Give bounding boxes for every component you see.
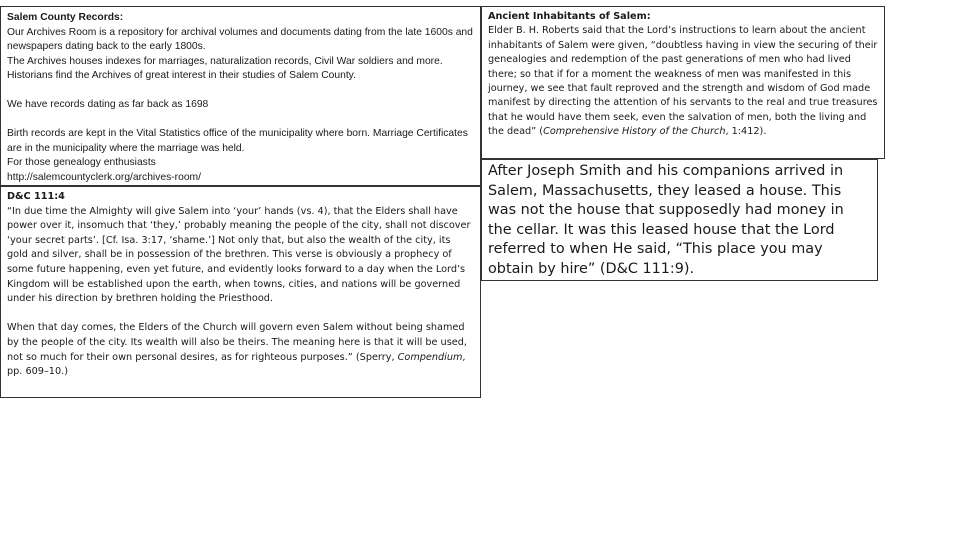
ancient-citation-pages: , 1:412). (725, 126, 767, 138)
records-paragraph-birth-marriage: Birth records are kept in the Vital Statistics office of the municipality where born. Marriage Certificates are in the municipality where the marriage was held. (7, 128, 468, 154)
records-paragraph-archives-room: Our Archives Room is a repository for archival volumes and documents dating from the late 1600s and newspapers dating back to the early 1800s. (7, 26, 473, 52)
ancient-quote-text: Elder B. H. Roberts said that the Lord’s instructions to learn about the ancient inhabitants of Salem were given, “doubtless having in view the securing of their genealogies and redemption of the past generations of men who had lived there; so that if for a moment the weakness of men was manifested in this journey, we see that fault reproved and the strength and wisdom of God made manifest by directing the attention of his servants to the real and true treasures that he would have them seek, even the salvation of men, both the living and the dead” ( (488, 25, 878, 138)
ancient-title: Ancient Inhabitants of Salem: (488, 11, 651, 22)
dc-111-4-box (0, 186, 481, 398)
joseph-smith-leased-house-box (481, 159, 878, 281)
records-title: Salem County Records: (7, 12, 124, 23)
joseph-body: After Joseph Smith and his companions arrived in Salem, Massachusetts, they leased a house. This was not the house that supposedly had money in the cellar. It was this leased house that the Lord referred to when He said, “This place you may obtain by hire” (D&C 111:9). (488, 163, 844, 277)
salem-county-records-box (0, 6, 481, 186)
dc-citation-pages: , pp. 609–10.) (7, 351, 466, 378)
ancient-inhabitants-box (481, 6, 885, 159)
dc-paragraph-text: When that day comes, the Elders of the Church will govern even Salem without being shamed by the people of the city. Its wealth will also be theirs. The meaning here is that it will be used, not so much for their own personal desires, as for righteous purposes.” (Sperry, (7, 322, 467, 363)
ancient-body (488, 24, 878, 139)
records-paragraph-indexes: The Archives houses indexes for marriages, naturalization records, Civil War soldiers and more. Historians find the Archives of great interest in their studies of Salem County. (7, 55, 443, 81)
records-paragraph-dating: We have records dating as far back as 1698 (7, 99, 209, 110)
dc-paragraph-prophecy: “In due time the Almighty will give Salem into ‘your’ hands (vs. 4), that the Elders shall have power over it, insomuch that ‘they,’ probably meaning the people of the city, shall not discover ‘your secret parts’. [Cf. Isa. 3:17, ‘shame.’] Not only that, but also the wealth of the city, its gold and silver, shall be in possession of the brethren. This verse is obviously a prophecy of some future happening, even yet future, and evidently looks forward to a day when the Lord’s Kingdom will be established upon the earth, when towns, cities, and nations will be governed under his direction by brethren holding the Priesthood. (7, 205, 471, 305)
ancient-citation-italic: Comprehensive History of the Church (543, 126, 726, 138)
dc-paragraph-elders-govern (7, 321, 474, 379)
records-paragraph-genealogy: For those genealogy enthusiasts (7, 157, 156, 168)
records-archives-link[interactable]: http://salemcountyclerk.org/archives-room/ (7, 171, 201, 183)
dc-title: D&C 111:4 (7, 191, 65, 202)
dc-citation-italic: Compendium (397, 351, 463, 363)
